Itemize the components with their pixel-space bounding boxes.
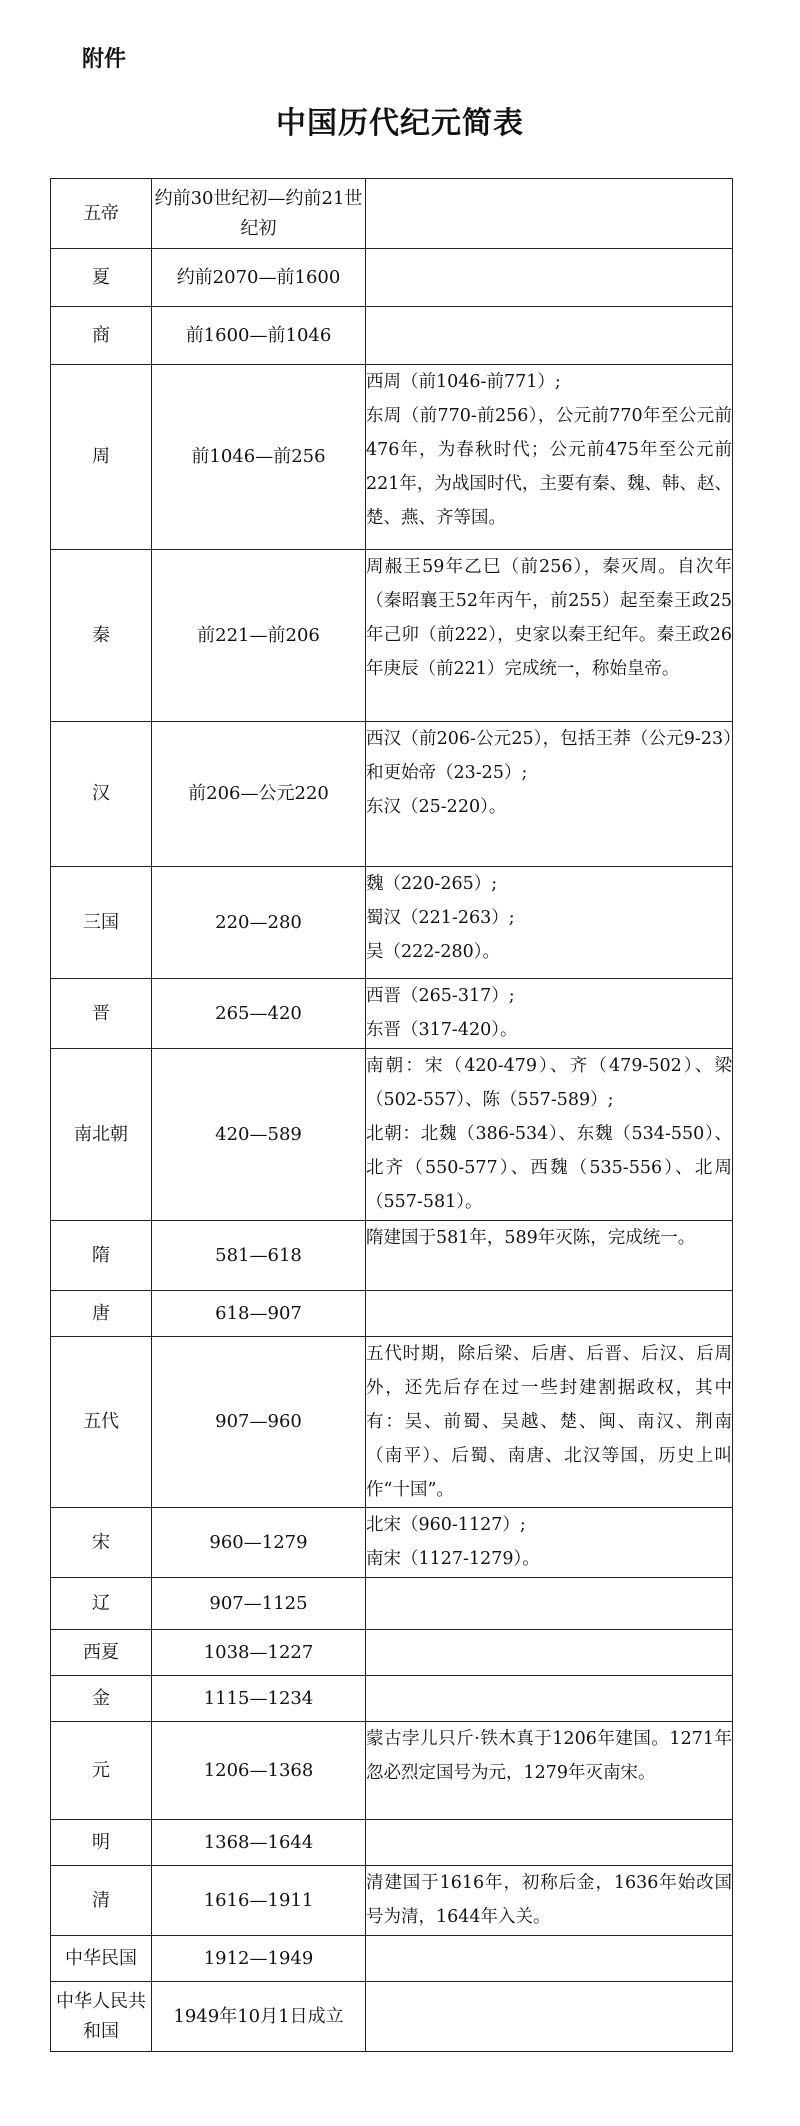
- attachment-label: 附件: [82, 47, 127, 72]
- dynasty-cell: 周: [51, 365, 152, 550]
- notes-cell: [366, 179, 733, 249]
- dynasty-cell: 五代: [51, 1337, 152, 1508]
- table-row: [51, 1820, 733, 1866]
- notes-cell: [366, 1337, 733, 1508]
- notes-cell: [366, 1936, 733, 1982]
- table-row: [51, 1630, 733, 1676]
- notes-cell: [366, 307, 733, 365]
- period-cell: 960—1279: [152, 1508, 366, 1578]
- note-line: 北宋（960-1127）;: [366, 1515, 526, 1535]
- chronology-table: [50, 178, 733, 2052]
- table-row: [51, 722, 733, 867]
- notes-cell: [366, 1221, 733, 1291]
- dynasty-cell: 隋: [51, 1221, 152, 1291]
- note-line: 吴（222-280）。: [366, 942, 500, 962]
- table-row: [51, 1578, 733, 1630]
- period-cell: 约前30世纪初—约前21世纪初: [152, 179, 366, 249]
- dynasty-cell: 元: [51, 1722, 152, 1820]
- period-cell: 581—618: [152, 1221, 366, 1291]
- period-cell: 前1046—前256: [152, 365, 366, 550]
- note-line: 周赧王59年乙巳（前256），秦灭周。自次年（秦昭襄王52年丙午，前255）起至秦王政25年己卯（前222），史家以秦王纪年。秦王政26年庚辰（前221）完成统一，称始皇帝。: [366, 557, 732, 679]
- period-cell: 1038—1227: [152, 1630, 366, 1676]
- notes-cell: [366, 1291, 733, 1337]
- note-line: 西周（前1046-前771）;: [366, 372, 561, 392]
- period-cell: 265—420: [152, 979, 366, 1049]
- dynasty-cell: 明: [51, 1820, 152, 1866]
- dynasty-cell: 商: [51, 307, 152, 365]
- period-cell: 约前2070—前1600: [152, 249, 366, 307]
- notes-cell: [366, 867, 733, 979]
- table-row: [51, 249, 733, 307]
- table-row: [51, 307, 733, 365]
- dynasty-cell: 西夏: [51, 1630, 152, 1676]
- dynasty-cell: 中华人民共和国: [51, 1982, 152, 2052]
- period-cell: 420—589: [152, 1049, 366, 1221]
- table-row: [51, 1722, 733, 1820]
- dynasty-cell: 晋: [51, 979, 152, 1049]
- notes-cell: [366, 1049, 733, 1221]
- dynasty-cell: 夏: [51, 249, 152, 307]
- notes-cell: [366, 1630, 733, 1676]
- table-row: [51, 867, 733, 979]
- note-line: 蒙古孛儿只斤·铁木真于1206年建国。1271年忽必烈定国号为元，1279年灭南宋。: [366, 1729, 732, 1783]
- period-cell: 1115—1234: [152, 1676, 366, 1722]
- dynasty-cell: 辽: [51, 1578, 152, 1630]
- notes-cell: [366, 1722, 733, 1820]
- period-cell: 907—1125: [152, 1578, 366, 1630]
- notes-cell: [366, 365, 733, 550]
- dynasty-cell: 三国: [51, 867, 152, 979]
- table-row: [51, 1866, 733, 1936]
- table-row: [51, 1508, 733, 1578]
- table-row: [51, 1676, 733, 1722]
- table-row: [51, 979, 733, 1049]
- dynasty-cell: 清: [51, 1866, 152, 1936]
- period-cell: 618—907: [152, 1291, 366, 1337]
- notes-cell: [366, 1578, 733, 1630]
- period-cell: 1206—1368: [152, 1722, 366, 1820]
- dynasty-cell: 汉: [51, 722, 152, 867]
- notes-cell: [366, 979, 733, 1049]
- notes-cell: [366, 1866, 733, 1936]
- table-row: [51, 1291, 733, 1337]
- period-cell: 1368—1644: [152, 1820, 366, 1866]
- notes-cell: [366, 1982, 733, 2052]
- table-row: [51, 1221, 733, 1291]
- table-row: [51, 1337, 733, 1508]
- notes-cell: [366, 722, 733, 867]
- dynasty-cell: 唐: [51, 1291, 152, 1337]
- period-cell: 前206—公元220: [152, 722, 366, 867]
- note-line: 清建国于1616年，初称后金，1636年始改国号为清，1644年入关。: [366, 1873, 732, 1927]
- table-row: [51, 1049, 733, 1221]
- dynasty-cell: 南北朝: [51, 1049, 152, 1221]
- period-cell: 220—280: [152, 867, 366, 979]
- period-cell: 907—960: [152, 1337, 366, 1508]
- note-line: 南朝：宋（420-479）、齐（479-502）、梁（502-557）、陈（557-589）;: [366, 1056, 732, 1110]
- note-line: 北朝：北魏（386-534）、东魏（534-550）、北齐（550-577）、西魏（535-556）、北周（557-581）。: [366, 1124, 732, 1212]
- notes-cell: [366, 550, 733, 722]
- table-row: [51, 365, 733, 550]
- notes-cell: [366, 1508, 733, 1578]
- dynasty-cell: 金: [51, 1676, 152, 1722]
- table-row: [51, 179, 733, 249]
- note-line: 西晋（265-317）;: [366, 986, 515, 1006]
- notes-cell: [366, 1676, 733, 1722]
- notes-cell: [366, 1820, 733, 1866]
- page-title: 中国历代纪元简表: [276, 106, 524, 141]
- dynasty-cell: 中华民国: [51, 1936, 152, 1982]
- note-line: 南宋（1127-1279）。: [366, 1549, 540, 1569]
- note-line: 东晋（317-420）。: [366, 1020, 518, 1040]
- dynasty-cell: 秦: [51, 550, 152, 722]
- note-line: 隋建国于581年，589年灭陈，完成统一。: [366, 1228, 696, 1248]
- period-cell: 1912—1949: [152, 1936, 366, 1982]
- period-cell: 1949年10月1日成立: [152, 1982, 366, 2052]
- dynasty-cell: 宋: [51, 1508, 152, 1578]
- note-line: 东周（前770-前256），公元前770年至公元前476年，为春秋时代；公元前475年至公元前221年，为战国时代，主要有秦、魏、韩、赵、楚、燕、齐等国。: [366, 406, 732, 528]
- period-cell: 前1600—前1046: [152, 307, 366, 365]
- period-cell: 前221—前206: [152, 550, 366, 722]
- note-line: 魏（220-265）;: [366, 874, 498, 894]
- note-line: 五代时期，除后梁、后唐、后晋、后汉、后周外，还先后存在过一些封建割据政权，其中有：吴、前蜀、吴越、楚、闽、南汉、荆南（南平）、后蜀、南唐、北汉等国，历史上叫作“十国”。: [366, 1344, 732, 1500]
- note-line: 西汉（前206-公元25），包括王莽（公元9-23）和更始帝（23-25）;: [366, 729, 732, 783]
- note-line: 蜀汉（221-263）;: [366, 908, 515, 928]
- table-row: [51, 1982, 733, 2052]
- table-row: [51, 550, 733, 722]
- period-cell: 1616—1911: [152, 1866, 366, 1936]
- notes-cell: [366, 249, 733, 307]
- dynasty-cell: 五帝: [51, 179, 152, 249]
- note-line: 东汉（25-220）。: [366, 797, 507, 817]
- table-row: [51, 1936, 733, 1982]
